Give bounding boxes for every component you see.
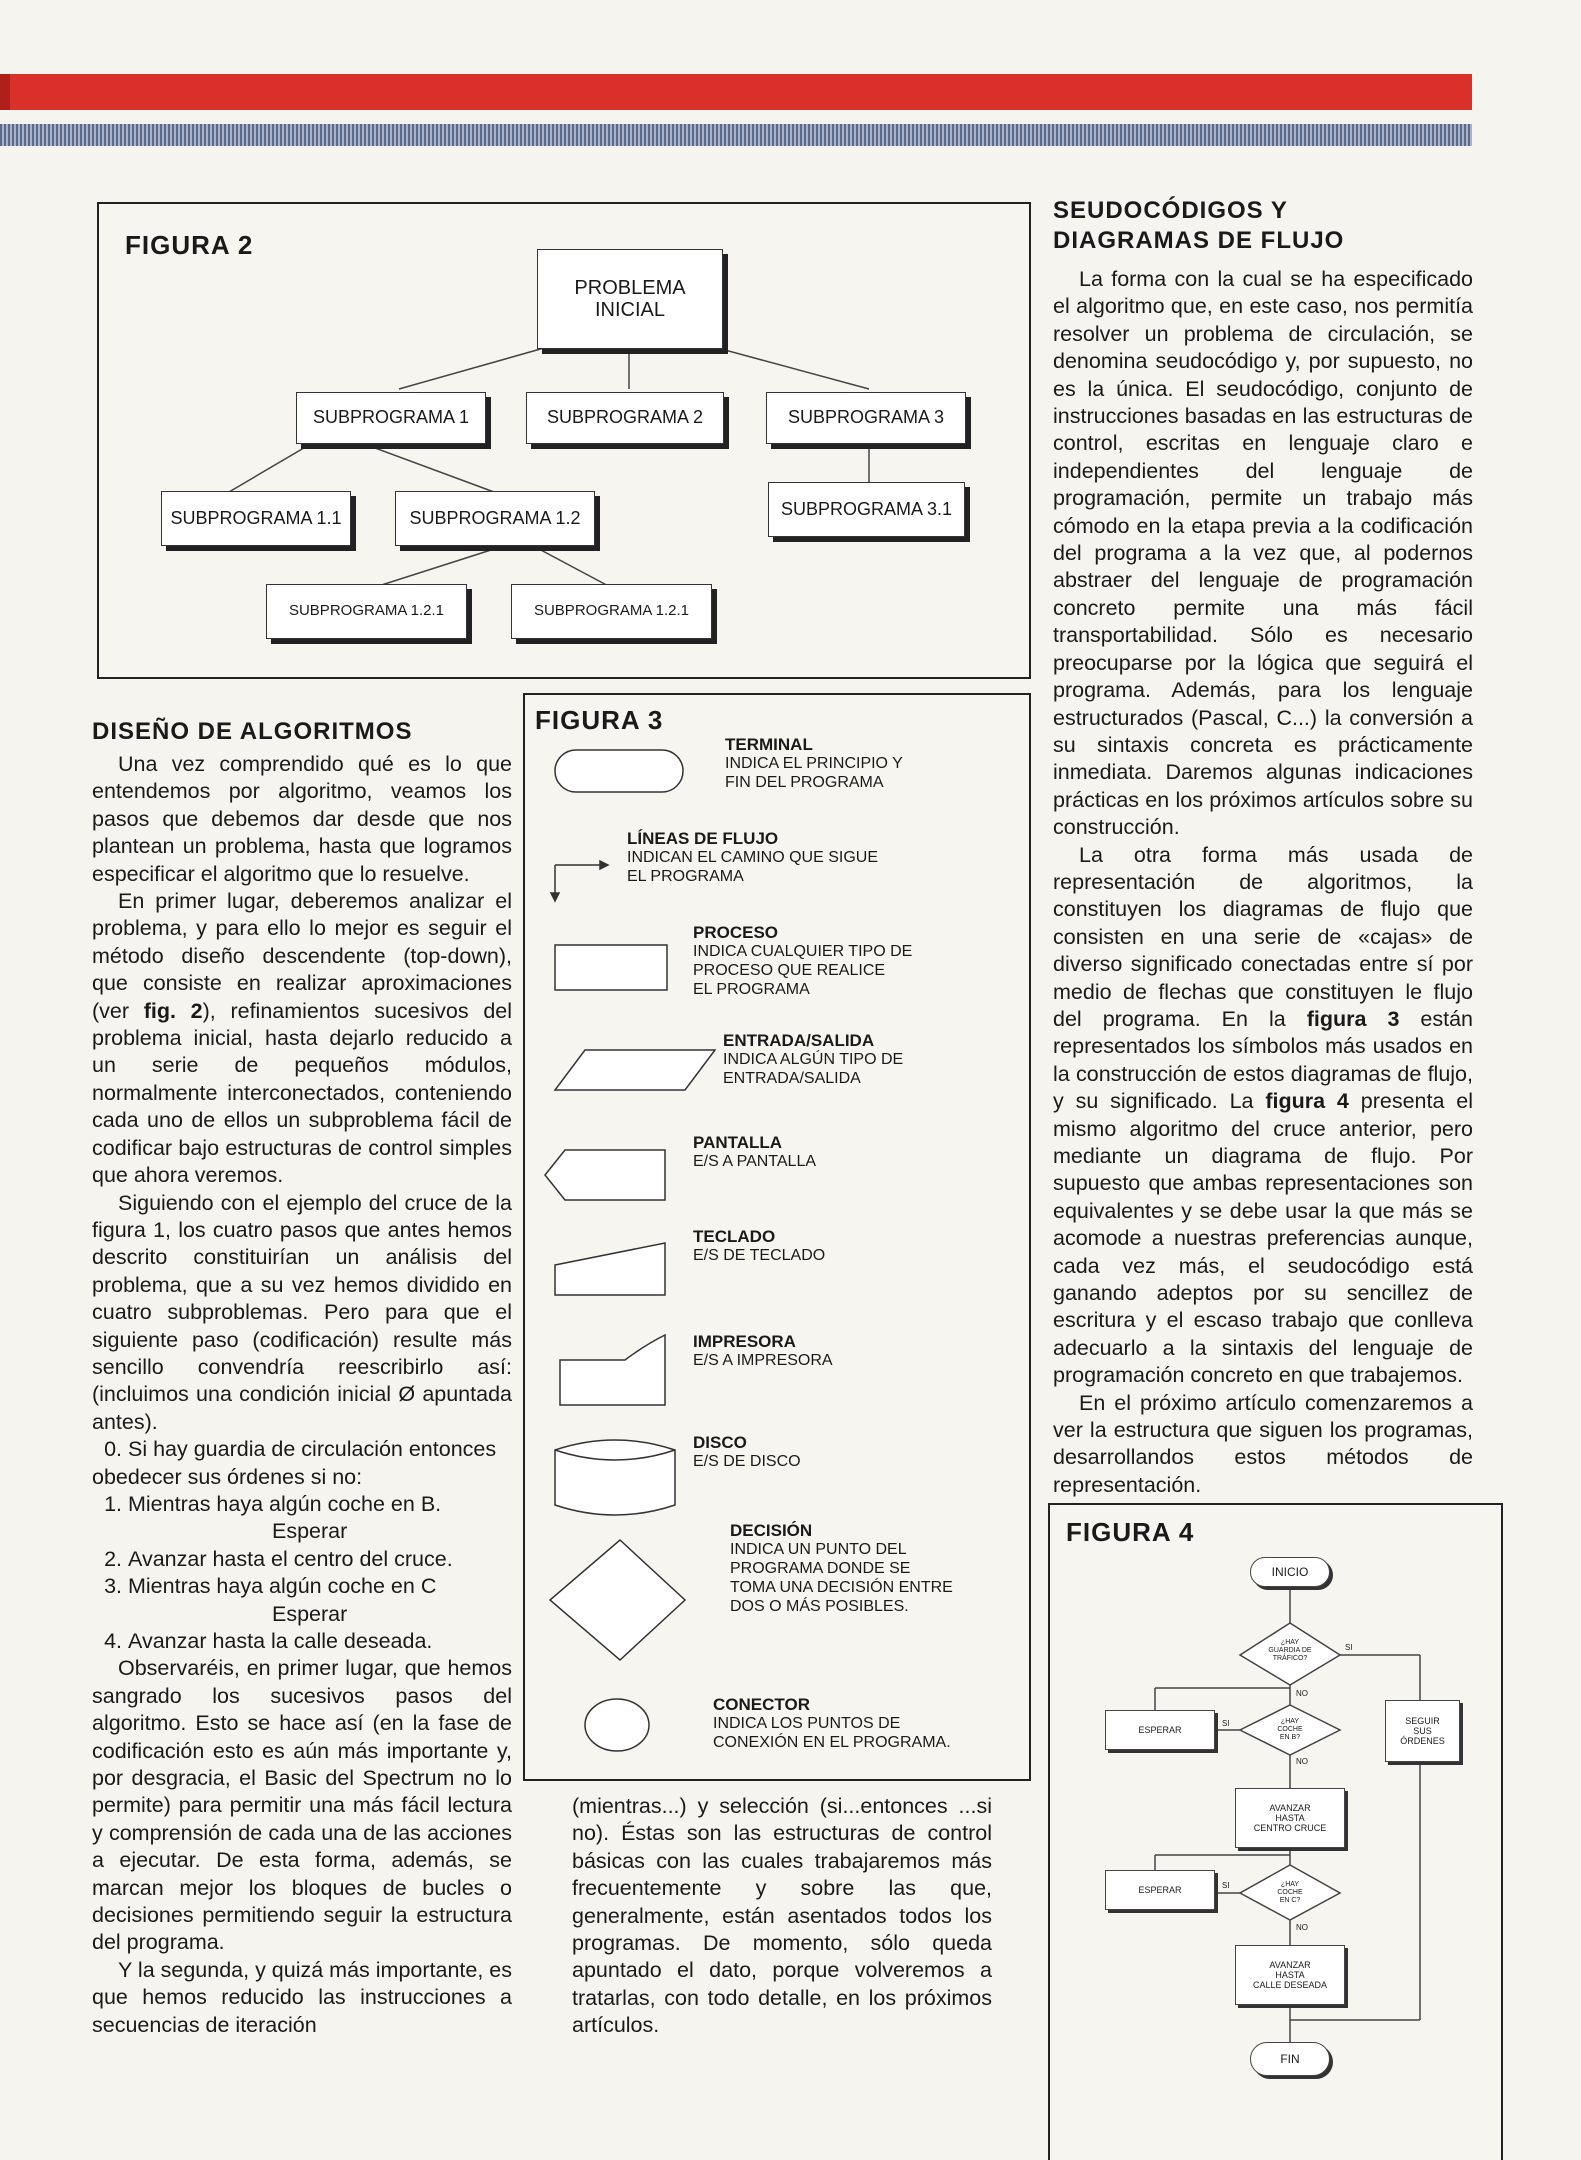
fc-follow-orders <box>1385 1700 1460 1762</box>
symbol-keyboard <box>693 1227 825 1265</box>
fig2-subprograma-1-1-label: SUBPROGRAMA 1.1 <box>170 507 342 528</box>
right-paragraph-2 <box>1053 842 1473 1390</box>
step-3-sub: Esperar <box>272 1601 348 1626</box>
symbol-screen-name: PANTALLA <box>693 1133 783 1152</box>
fig2-subprograma-3 <box>766 392 966 444</box>
middle-column <box>572 1793 992 2040</box>
step-2 <box>92 1546 512 1573</box>
symbol-terminal <box>725 735 903 792</box>
fig2-subprograma-3-label: SUBPROGRAMA 3 <box>787 407 945 428</box>
fig2-subprograma-1-2-1-a <box>266 584 467 639</box>
fig2-subprograma-1-2-1-b <box>511 584 712 639</box>
symbol-screen <box>693 1133 816 1171</box>
fc-end <box>1250 2042 1330 2076</box>
fc-wait-2-label: ESPERAR <box>1138 1885 1182 1895</box>
fig2-subprograma-1-2-label: SUBPROGRAMA 1.2 <box>409 507 581 528</box>
symbol-io <box>723 1031 903 1088</box>
header-left-mark <box>0 74 10 110</box>
step-0-num: 0. <box>104 1437 122 1462</box>
fig2-subprograma-1 <box>296 392 486 444</box>
fig2-root-label: PROBLEMA INICIAL <box>574 277 686 321</box>
symbol-disk <box>693 1433 801 1471</box>
symbol-keyboard-name: TECLADO <box>693 1227 776 1246</box>
step-1-sub: Esperar <box>272 1519 348 1544</box>
fig2-subprograma-1-2-1-a-label: SUBPROGRAMA 1.2.1 <box>288 602 445 620</box>
figure-2-frame <box>97 202 1031 679</box>
fc-no-guard: NO <box>1296 1689 1308 1698</box>
step-2-text: Avanzar hasta el centro del cruce. <box>128 1546 453 1571</box>
symbol-flow-lines-name: LÍNEAS DE FLUJO <box>627 829 779 848</box>
keyboard-symbol <box>555 1243 665 1295</box>
terminal-symbol <box>555 750 683 792</box>
fig2-subprograma-1-2-1-b-label: SUBPROGRAMA 1.2.1 <box>533 602 690 620</box>
fc-decision-car-b-label: ¿HAY COCHE EN B? <box>1277 1718 1303 1741</box>
symbol-disk-desc: E/S DE DISCO <box>693 1453 801 1470</box>
symbol-io-desc: INDICA ALGÚN TIPO DE ENTRADA/SALIDA <box>723 1051 904 1087</box>
step-0-text: Si hay guardia de circulación entonces obedecer sus órdenes si no: <box>92 1437 497 1489</box>
step-3-num: 3. <box>104 1574 122 1599</box>
left-paragraph-5: Y la segunda, y quizá más importante, es que hemos reducido las instrucciones a secuencias de iteración <box>92 1957 512 2037</box>
fc-yes-car-b: SI <box>1222 1719 1230 1728</box>
step-1 <box>92 1491 512 1546</box>
fig2-subprograma-3-1-label: SUBPROGRAMA 3.1 <box>780 498 953 519</box>
fig2-subprograma-1-1 <box>161 491 351 546</box>
fig2-root-box <box>537 249 723 349</box>
symbol-terminal-desc: INDICA EL PRINCIPIO Y FIN DEL PROGRAMA <box>725 755 903 791</box>
fc-advance-street-label: AVANZAR HASTA CALLE DESEADA <box>1252 1960 1328 1990</box>
fc-start <box>1250 1557 1330 1587</box>
step-1-num: 1. <box>104 1491 122 1516</box>
figure-4-title: FIGURA 4 <box>1066 1517 1195 1547</box>
symbol-decision-desc: INDICA UN PUNTO DEL PROGRAMA DONDE SE TOMA UNA DECISIÓN ENTRE DOS O MÁS POSIBLES. <box>730 1541 953 1615</box>
right-p2-fig3-ref: figura 3 <box>1306 1006 1400 1031</box>
symbol-printer-desc: E/S A IMPRESORA <box>693 1352 833 1369</box>
connector-symbol <box>585 1699 649 1751</box>
fc-follow-orders-label: SEGUIR SUS ÓRDENES <box>1400 1716 1445 1746</box>
fc-start-label: INICIO <box>1271 1565 1309 1579</box>
symbol-printer <box>693 1332 833 1370</box>
step-3 <box>92 1573 512 1628</box>
fc-wait-2 <box>1105 1870 1215 1910</box>
left-paragraph-3: Siguiendo con el ejemplo del cruce de la figura 1, los cuatro pasos que antes hemos descrito constituirían un análisis del problema, que a su vez hemos dividido en cuatro subproblemas. Pero para que el siguiente paso (codificación) resulte más sencillo convendría reescribirlo así: (incluimos una condición inicial Ø apuntada antes). <box>92 1190 512 1434</box>
fig2-subprograma-1-2 <box>395 491 595 546</box>
io-symbol <box>555 1050 715 1090</box>
fig2-subprograma-2-label: SUBPROGRAMA 2 <box>546 407 704 428</box>
figure-4-frame <box>1048 1503 1503 2160</box>
symbol-connector <box>713 1695 951 1752</box>
right-p2-c: están representados los símbolos más usados en la construcción de estos diagramas de flujo, y su significado. La <box>1053 1006 1474 1114</box>
symbol-io-name: ENTRADA/SALIDA <box>723 1031 875 1050</box>
figure-3-frame <box>523 693 1031 1781</box>
fc-yes-car-c: SI <box>1222 1881 1230 1890</box>
right-paragraph-3: En el próximo artículo comenzaremos a ver la estructura que siguen los programas, desarrollandos estos métodos de representación. <box>1053 1390 1473 1497</box>
fc-advance-center-label: AVANZAR HASTA CENTRO CRUCE <box>1253 1803 1327 1833</box>
left-p2-start: En primer lugar, deberemos analizar el problema, y para ello lo mejor es seguir el método diseño descendente (top-down), que consiste en realizar aproximaciones (ver <box>92 889 512 1023</box>
fig2-subprograma-3-1 <box>768 482 965 537</box>
disk-symbol <box>555 1440 675 1515</box>
symbol-flow-lines-desc: INDICAN EL CAMINO QUE SIGUE EL PROGRAMA <box>627 849 878 885</box>
symbol-flow-lines <box>627 829 878 886</box>
process-symbol <box>555 945 667 990</box>
figure-2-title: FIGURA 2 <box>125 230 254 260</box>
right-paragraph-1: La forma con la cual se ha especificado el algoritmo que, en este caso, nos permitía resolver un problema de circulación, se denomina seudocódigo y, por supuesto, no es la única. El seudocódigo, conjunto de instrucciones basadas en las estructuras de control, escritas en lenguaje claro e independientes del lenguaje de programación, permite un trabajo más cómodo en la etapa previa a la codificación del programa a la vez que, al podernos abstraer del lenguaje de programación concreto permite una más fácil transportabilidad. Sólo es necesario preocuparse por la lógica que seguirá el programa. Además, para los lenguaje estructurados (Pascal, C...) la conversión a su sintaxis concreta es prácticamente inmediata. Daremos algunas indicaciones prácticas en los próximos artículos sobre su construcción. <box>1053 267 1473 840</box>
fc-wait-1 <box>1105 1710 1215 1750</box>
fc-no-car-b: NO <box>1296 1757 1308 1766</box>
right-p2-e: presenta el mismo algoritmo del cruce anterior, pero mediante un diagrama de flujo. Por supuesto que ambas representaciones son equivalentes y se debe usar la que más se acomode a nuestras preferencias aunque, cada vez más, el seudocódigo está ganando adeptos por su sencillez de escritura y el escaso trabajo que conlleva adecuarlo a la sintaxis del lenguaje de programación concreto en que trabajemos. <box>1053 1089 1473 1388</box>
symbol-process-desc: INDICA CUALQUIER TIPO DE PROCESO QUE REALICE EL PROGRAMA <box>693 943 913 998</box>
decision-symbol <box>550 1540 685 1660</box>
algorithm-steps <box>92 1436 512 1655</box>
middle-paragraph-1: (mientras...) y selección (si...entonces ...si no). Éstas son las estructuras de control básicas con las cuales trabajaremos más frecuentemente y sobre las que, generalmente, están asentados todos los programas. De momento, sólo queda apuntado el dato, porque volveremos a tratarlas, con todo detalle, en los próximos artículos. <box>572 1794 992 2038</box>
step-4 <box>92 1628 512 1655</box>
symbol-connector-desc: INDICA LOS PUNTOS DE CONEXIÓN EN EL PROGRAMA. <box>713 1715 951 1751</box>
left-heading: DISEÑO DE ALGORITMOS <box>92 718 413 745</box>
fc-end-label: FIN <box>1280 2052 1300 2066</box>
printer-symbol <box>560 1335 665 1405</box>
left-paragraph-1: Una vez comprendido qué es lo que entendemos por algoritmo, veamos los pasos que debemos dar desde que nos plantean un problema, hasta que logramos especificar el algoritmo que lo resuelve. <box>92 752 512 886</box>
fc-decision-car-c-label: ¿HAY COCHE EN C? <box>1277 1881 1303 1904</box>
symbol-decision-name: DECISIÓN <box>730 1521 813 1540</box>
step-4-num: 4. <box>104 1629 122 1653</box>
fc-yes-guard: SI <box>1345 1643 1353 1652</box>
right-p2-a: La otra forma más usada de representación de algoritmos, la constituyen los diagramas de flujo que consisten en una serie de «cajas» de diverso significado conectadas entre sí por medio de flechas que constituyen le flujo del programa. En la <box>1053 842 1473 1031</box>
fc-advance-street <box>1235 1945 1345 2005</box>
symbol-terminal-name: TERMINAL <box>725 735 813 754</box>
step-4-text: Avanzar hasta la calle deseada. <box>128 1629 433 1653</box>
left-paragraph-4: Observaréis, en primer lugar, que hemos sangrado los sucesivos pasos del algoritmo. Esto se hace así (en la fase de codificación esto es aún más importante y, por desgracia, el Basic del Spectrum no lo permite) para permitir una más fácil lectura y comprensión de cada una de las acciones a ejecutar. De esta forma, además, se marcan mejor los bloques de bucles o decisiones permitiendo seguir la estructura del programa. <box>92 1656 512 1955</box>
header-red-stripe <box>0 74 1472 110</box>
fc-wait-1-label: ESPERAR <box>1138 1725 1182 1735</box>
header-gray-stripe <box>0 124 1472 146</box>
fc-decision-guard-label: ¿HAY GUARDIA DE TRÁFICO? <box>1268 1639 1312 1662</box>
fig2-subprograma-1-label: SUBPROGRAMA 1 <box>312 407 470 428</box>
screen-symbol <box>545 1150 665 1200</box>
symbol-process <box>693 923 912 999</box>
symbol-disk-name: DISCO <box>693 1433 747 1452</box>
symbol-screen-desc: E/S A PANTALLA <box>693 1153 817 1170</box>
left-paragraph-2 <box>92 888 512 1189</box>
left-p2-end: ), refinamientos sucesivos del problema inicial, hasta dejarlo reducido a un serie de pequeños módulos, normalmente interconectados, conteniendo cada uno de ellos un subproblema fácil de codificar bajo estructuras de control simples que ahora veremos. <box>92 998 513 1188</box>
symbol-connector-name: CONECTOR <box>713 1695 810 1714</box>
right-heading: SEUDOCÓDIGOS Y DIAGRAMAS DE FLUJO <box>1053 197 1345 254</box>
step-2-num: 2. <box>104 1546 122 1571</box>
step-3-text: Mientras haya algún coche en C <box>128 1574 437 1599</box>
right-column <box>1053 196 1473 1499</box>
fc-advance-center <box>1235 1788 1345 1848</box>
symbol-printer-name: IMPRESORA <box>693 1332 796 1351</box>
left-p2-fig-ref: fig. 2 <box>143 998 203 1023</box>
fc-no-car-c: NO <box>1296 1923 1308 1932</box>
right-p2-fig4-ref: figura 4 <box>1265 1089 1349 1114</box>
symbol-process-name: PROCESO <box>693 923 779 942</box>
fig2-subprograma-2 <box>526 392 724 444</box>
step-0 <box>92 1436 512 1491</box>
figure-3-title: FIGURA 3 <box>535 705 664 735</box>
step-1-text: Mientras haya algún coche en B. <box>128 1491 442 1516</box>
symbol-decision <box>730 1521 953 1616</box>
left-column <box>92 717 512 2039</box>
symbol-keyboard-desc: E/S DE TECLADO <box>693 1247 826 1264</box>
